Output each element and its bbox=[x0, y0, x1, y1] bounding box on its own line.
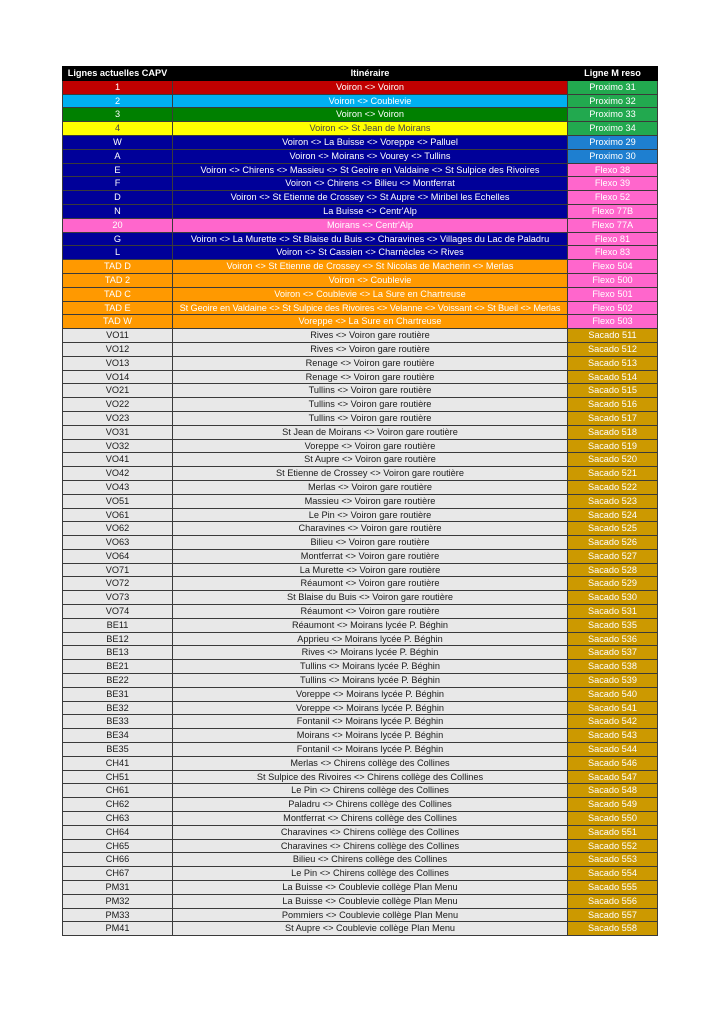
current-line-cell: BE22 bbox=[63, 674, 173, 688]
current-line-cell: CH67 bbox=[63, 867, 173, 881]
table-row bbox=[63, 398, 658, 412]
table-row bbox=[63, 149, 658, 163]
current-line-cell: VO42 bbox=[63, 467, 173, 481]
table-row bbox=[63, 867, 658, 881]
itinerary-cell: Le Pin <> Voiron gare routière bbox=[173, 508, 568, 522]
itinerary-cell: La Buisse <> Centr'Alp bbox=[173, 204, 568, 218]
table-row bbox=[63, 715, 658, 729]
current-line-cell: A bbox=[63, 149, 173, 163]
itinerary-cell: Renage <> Voiron gare routière bbox=[173, 356, 568, 370]
itinerary-cell: St Aupre <> Coublevie collège Plan Menu bbox=[173, 922, 568, 936]
itinerary-cell: Voiron <> La Murette <> St Blaise du Buis <> Charavines <> Villages du Lac de Paladru bbox=[173, 232, 568, 246]
m-reso-line-cell: Proximo 29 bbox=[568, 135, 658, 149]
table-row bbox=[63, 591, 658, 605]
itinerary-cell: Tullins <> Voiron gare routière bbox=[173, 411, 568, 425]
table-row bbox=[63, 825, 658, 839]
current-line-cell: VO64 bbox=[63, 549, 173, 563]
current-line-cell: VO61 bbox=[63, 508, 173, 522]
current-line-cell: VO11 bbox=[63, 329, 173, 343]
table-row bbox=[63, 246, 658, 260]
m-reso-line-cell: Sacado 517 bbox=[568, 411, 658, 425]
table-row bbox=[63, 687, 658, 701]
current-line-cell: VO72 bbox=[63, 577, 173, 591]
table-row bbox=[63, 646, 658, 660]
header-current-lines: Lignes actuelles CAPV bbox=[63, 67, 173, 81]
table-row bbox=[63, 756, 658, 770]
m-reso-line-cell: Flexo 38 bbox=[568, 163, 658, 177]
m-reso-line-cell: Sacado 537 bbox=[568, 646, 658, 660]
itinerary-cell: Apprieu <> Moirans lycée P. Béghin bbox=[173, 632, 568, 646]
current-line-cell: N bbox=[63, 204, 173, 218]
table-row bbox=[63, 729, 658, 743]
m-reso-line-cell: Flexo 77B bbox=[568, 204, 658, 218]
itinerary-cell: Renage <> Voiron gare routière bbox=[173, 370, 568, 384]
current-line-cell: BE35 bbox=[63, 743, 173, 757]
itinerary-cell: Voiron <> Coublevie bbox=[173, 273, 568, 287]
m-reso-line-cell: Sacado 538 bbox=[568, 660, 658, 674]
current-line-cell: CH64 bbox=[63, 825, 173, 839]
itinerary-cell: Voiron <> Voiron bbox=[173, 80, 568, 94]
current-line-cell: CH63 bbox=[63, 812, 173, 826]
m-reso-line-cell: Sacado 522 bbox=[568, 480, 658, 494]
itinerary-cell: St Sulpice des Rivoires <> Chirens collège des Collines bbox=[173, 770, 568, 784]
lines-table bbox=[62, 66, 658, 936]
m-reso-line-cell: Sacado 524 bbox=[568, 508, 658, 522]
itinerary-cell: Voreppe <> La Sure en Chartreuse bbox=[173, 315, 568, 329]
m-reso-line-cell: Sacado 557 bbox=[568, 908, 658, 922]
itinerary-cell: Voiron <> St Jean de Moirans bbox=[173, 122, 568, 136]
itinerary-cell: La Buisse <> Coublevie collège Plan Menu bbox=[173, 881, 568, 895]
itinerary-cell: Tullins <> Moirans lycée P. Béghin bbox=[173, 660, 568, 674]
current-line-cell: BE32 bbox=[63, 701, 173, 715]
table-row bbox=[63, 536, 658, 550]
table-row bbox=[63, 218, 658, 232]
current-line-cell: BE31 bbox=[63, 687, 173, 701]
table-row bbox=[63, 356, 658, 370]
current-line-cell: VO74 bbox=[63, 605, 173, 619]
m-reso-line-cell: Sacado 520 bbox=[568, 453, 658, 467]
m-reso-line-cell: Proximo 34 bbox=[568, 122, 658, 136]
current-line-cell: VO41 bbox=[63, 453, 173, 467]
m-reso-line-cell: Sacado 518 bbox=[568, 425, 658, 439]
m-reso-line-cell: Sacado 536 bbox=[568, 632, 658, 646]
current-line-cell: PM31 bbox=[63, 881, 173, 895]
current-line-cell: VO21 bbox=[63, 384, 173, 398]
table-row bbox=[63, 674, 658, 688]
m-reso-line-cell: Sacado 554 bbox=[568, 867, 658, 881]
table-row bbox=[63, 480, 658, 494]
header-m-reso-line: Ligne M reso bbox=[568, 67, 658, 81]
m-reso-line-cell: Sacado 515 bbox=[568, 384, 658, 398]
itinerary-cell: Paladru <> Chirens collège des Collines bbox=[173, 798, 568, 812]
table-row bbox=[63, 853, 658, 867]
itinerary-cell: Réaumont <> Voiron gare routière bbox=[173, 577, 568, 591]
m-reso-line-cell: Sacado 530 bbox=[568, 591, 658, 605]
m-reso-line-cell: Flexo 503 bbox=[568, 315, 658, 329]
m-reso-line-cell: Flexo 83 bbox=[568, 246, 658, 260]
table-row bbox=[63, 80, 658, 94]
itinerary-cell: Voreppe <> Moirans lycée P. Béghin bbox=[173, 701, 568, 715]
itinerary-cell: Voiron <> Chirens <> Bilieu <> Montferrat bbox=[173, 177, 568, 191]
itinerary-cell: Voiron <> St Etienne de Crossey <> St Nicolas de Macherin <> Merlas bbox=[173, 260, 568, 274]
m-reso-line-cell: Sacado 547 bbox=[568, 770, 658, 784]
m-reso-line-cell: Sacado 514 bbox=[568, 370, 658, 384]
table-row bbox=[63, 411, 658, 425]
itinerary-cell: Fontanil <> Moirans lycée P. Béghin bbox=[173, 715, 568, 729]
table-row bbox=[63, 605, 658, 619]
current-line-cell: 4 bbox=[63, 122, 173, 136]
m-reso-line-cell: Sacado 513 bbox=[568, 356, 658, 370]
current-line-cell: BE34 bbox=[63, 729, 173, 743]
table-row bbox=[63, 522, 658, 536]
table-row bbox=[63, 163, 658, 177]
m-reso-line-cell: Sacado 543 bbox=[568, 729, 658, 743]
table-row bbox=[63, 301, 658, 315]
table-row bbox=[63, 563, 658, 577]
itinerary-cell: Bilieu <> Voiron gare routière bbox=[173, 536, 568, 550]
m-reso-line-cell: Sacado 553 bbox=[568, 853, 658, 867]
itinerary-cell: Charavines <> Chirens collège des Collines bbox=[173, 839, 568, 853]
m-reso-line-cell: Flexo 39 bbox=[568, 177, 658, 191]
current-line-cell: CH51 bbox=[63, 770, 173, 784]
m-reso-line-cell: Flexo 504 bbox=[568, 260, 658, 274]
itinerary-cell: St Geoire en Valdaine <> St Sulpice des Rivoires <> Velanne <> Voissant <> St Bueil <> Merlas bbox=[173, 301, 568, 315]
itinerary-cell: Voreppe <> Moirans lycée P. Béghin bbox=[173, 687, 568, 701]
itinerary-cell: St Jean de Moirans <> Voiron gare routière bbox=[173, 425, 568, 439]
itinerary-cell: Montferrat <> Voiron gare routière bbox=[173, 549, 568, 563]
table-row bbox=[63, 370, 658, 384]
table-row bbox=[63, 177, 658, 191]
m-reso-line-cell: Sacado 521 bbox=[568, 467, 658, 481]
itinerary-cell: Voiron <> Chirens <> Massieu <> St Geoire en Valdaine <> St Sulpice des Rivoires bbox=[173, 163, 568, 177]
current-line-cell: PM33 bbox=[63, 908, 173, 922]
itinerary-cell: Voiron <> St Cassien <> Charnècles <> Rives bbox=[173, 246, 568, 260]
table-row bbox=[63, 273, 658, 287]
current-line-cell: TAD E bbox=[63, 301, 173, 315]
m-reso-line-cell: Sacado 548 bbox=[568, 784, 658, 798]
current-line-cell: CH62 bbox=[63, 798, 173, 812]
itinerary-cell: Voiron <> Voiron bbox=[173, 108, 568, 122]
current-line-cell: VO71 bbox=[63, 563, 173, 577]
current-line-cell: CH66 bbox=[63, 853, 173, 867]
itinerary-cell: Voiron <> St Etienne de Crossey <> St Aupre <> Miribel les Echelles bbox=[173, 191, 568, 205]
table-row bbox=[63, 812, 658, 826]
m-reso-line-cell: Flexo 502 bbox=[568, 301, 658, 315]
itinerary-cell: Moirans <> Moirans lycée P. Béghin bbox=[173, 729, 568, 743]
table-row bbox=[63, 232, 658, 246]
m-reso-line-cell: Sacado 516 bbox=[568, 398, 658, 412]
itinerary-cell: Montferrat <> Chirens collège des Collines bbox=[173, 812, 568, 826]
m-reso-line-cell: Sacado 535 bbox=[568, 618, 658, 632]
itinerary-cell: Pommiers <> Coublevie collège Plan Menu bbox=[173, 908, 568, 922]
m-reso-line-cell: Sacado 549 bbox=[568, 798, 658, 812]
itinerary-cell: St Aupre <> Voiron gare routière bbox=[173, 453, 568, 467]
m-reso-line-cell: Proximo 31 bbox=[568, 80, 658, 94]
current-line-cell: CH41 bbox=[63, 756, 173, 770]
table-row bbox=[63, 798, 658, 812]
m-reso-line-cell: Sacado 556 bbox=[568, 894, 658, 908]
current-line-cell: 2 bbox=[63, 94, 173, 108]
table-row bbox=[63, 260, 658, 274]
current-line-cell: VO73 bbox=[63, 591, 173, 605]
itinerary-cell: La Murette <> Voiron gare routière bbox=[173, 563, 568, 577]
table-row bbox=[63, 204, 658, 218]
m-reso-line-cell: Sacado 511 bbox=[568, 329, 658, 343]
m-reso-line-cell: Sacado 550 bbox=[568, 812, 658, 826]
current-line-cell: G bbox=[63, 232, 173, 246]
itinerary-cell: Rives <> Moirans lycée P. Béghin bbox=[173, 646, 568, 660]
table-row bbox=[63, 453, 658, 467]
table-row bbox=[63, 632, 658, 646]
itinerary-cell: Bilieu <> Chirens collège des Collines bbox=[173, 853, 568, 867]
current-line-cell: VO43 bbox=[63, 480, 173, 494]
table-row bbox=[63, 743, 658, 757]
table-row bbox=[63, 108, 658, 122]
itinerary-cell: St Blaise du Buis <> Voiron gare routière bbox=[173, 591, 568, 605]
itinerary-cell: Tullins <> Voiron gare routière bbox=[173, 384, 568, 398]
table-row bbox=[63, 287, 658, 301]
table-row bbox=[63, 425, 658, 439]
table-row bbox=[63, 329, 658, 343]
m-reso-line-cell: Sacado 539 bbox=[568, 674, 658, 688]
m-reso-line-cell: Sacado 512 bbox=[568, 342, 658, 356]
current-line-cell: PM41 bbox=[63, 922, 173, 936]
table-row bbox=[63, 894, 658, 908]
current-line-cell: 3 bbox=[63, 108, 173, 122]
current-line-cell: VO63 bbox=[63, 536, 173, 550]
table-row bbox=[63, 94, 658, 108]
itinerary-cell: Réaumont <> Voiron gare routière bbox=[173, 605, 568, 619]
m-reso-line-cell: Sacado 525 bbox=[568, 522, 658, 536]
itinerary-cell: Merlas <> Voiron gare routière bbox=[173, 480, 568, 494]
m-reso-line-cell: Sacado 531 bbox=[568, 605, 658, 619]
table-row bbox=[63, 467, 658, 481]
current-line-cell: VO12 bbox=[63, 342, 173, 356]
m-reso-line-cell: Sacado 552 bbox=[568, 839, 658, 853]
itinerary-cell: Voiron <> La Buisse <> Voreppe <> Palluel bbox=[173, 135, 568, 149]
itinerary-cell: Charavines <> Voiron gare routière bbox=[173, 522, 568, 536]
m-reso-line-cell: Flexo 81 bbox=[568, 232, 658, 246]
table-row bbox=[63, 384, 658, 398]
table-row bbox=[63, 315, 658, 329]
m-reso-line-cell: Sacado 528 bbox=[568, 563, 658, 577]
current-line-cell: 1 bbox=[63, 80, 173, 94]
m-reso-line-cell: Sacado 542 bbox=[568, 715, 658, 729]
m-reso-line-cell: Sacado 544 bbox=[568, 743, 658, 757]
table-row bbox=[63, 577, 658, 591]
current-line-cell: W bbox=[63, 135, 173, 149]
itinerary-cell: Réaumont <> Moirans lycée P. Béghin bbox=[173, 618, 568, 632]
itinerary-cell: Rives <> Voiron gare routière bbox=[173, 329, 568, 343]
m-reso-line-cell: Proximo 33 bbox=[568, 108, 658, 122]
current-line-cell: PM32 bbox=[63, 894, 173, 908]
current-line-cell: BE11 bbox=[63, 618, 173, 632]
current-line-cell: VO13 bbox=[63, 356, 173, 370]
current-line-cell: BE21 bbox=[63, 660, 173, 674]
header-row bbox=[63, 67, 658, 81]
itinerary-cell: Voiron <> Coublevie bbox=[173, 94, 568, 108]
m-reso-line-cell: Sacado 519 bbox=[568, 439, 658, 453]
itinerary-cell: La Buisse <> Coublevie collège Plan Menu bbox=[173, 894, 568, 908]
table-row bbox=[63, 135, 658, 149]
current-line-cell: D bbox=[63, 191, 173, 205]
m-reso-line-cell: Proximo 32 bbox=[568, 94, 658, 108]
table-row bbox=[63, 122, 658, 136]
current-line-cell: CH65 bbox=[63, 839, 173, 853]
current-line-cell: VO62 bbox=[63, 522, 173, 536]
current-line-cell: VO22 bbox=[63, 398, 173, 412]
table-row bbox=[63, 618, 658, 632]
itinerary-cell: Charavines <> Chirens collège des Collines bbox=[173, 825, 568, 839]
current-line-cell: VO32 bbox=[63, 439, 173, 453]
table-row bbox=[63, 770, 658, 784]
m-reso-line-cell: Sacado 540 bbox=[568, 687, 658, 701]
table-row bbox=[63, 549, 658, 563]
table-row bbox=[63, 342, 658, 356]
table-row bbox=[63, 191, 658, 205]
current-line-cell: 20 bbox=[63, 218, 173, 232]
table-row bbox=[63, 784, 658, 798]
table-body bbox=[63, 80, 658, 935]
m-reso-line-cell: Sacado 546 bbox=[568, 756, 658, 770]
itinerary-cell: Fontanil <> Moirans lycée P. Béghin bbox=[173, 743, 568, 757]
table-row bbox=[63, 439, 658, 453]
m-reso-line-cell: Sacado 527 bbox=[568, 549, 658, 563]
current-line-cell: VO14 bbox=[63, 370, 173, 384]
table-row bbox=[63, 839, 658, 853]
current-line-cell: BE33 bbox=[63, 715, 173, 729]
table-row bbox=[63, 881, 658, 895]
current-line-cell: TAD D bbox=[63, 260, 173, 274]
itinerary-cell: Voiron <> Moirans <> Vourey <> Tullins bbox=[173, 149, 568, 163]
m-reso-line-cell: Sacado 555 bbox=[568, 881, 658, 895]
table-row bbox=[63, 508, 658, 522]
itinerary-cell: Merlas <> Chirens collège des Collines bbox=[173, 756, 568, 770]
m-reso-line-cell: Flexo 500 bbox=[568, 273, 658, 287]
itinerary-cell: Moirans <> Centr'Alp bbox=[173, 218, 568, 232]
m-reso-line-cell: Sacado 529 bbox=[568, 577, 658, 591]
m-reso-line-cell: Flexo 501 bbox=[568, 287, 658, 301]
m-reso-line-cell: Sacado 523 bbox=[568, 494, 658, 508]
table-row bbox=[63, 908, 658, 922]
current-line-cell: TAD 2 bbox=[63, 273, 173, 287]
table-row bbox=[63, 660, 658, 674]
header-itinerary: Itinéraire bbox=[173, 67, 568, 81]
m-reso-line-cell: Flexo 52 bbox=[568, 191, 658, 205]
current-line-cell: BE12 bbox=[63, 632, 173, 646]
current-line-cell: VO23 bbox=[63, 411, 173, 425]
current-line-cell: TAD C bbox=[63, 287, 173, 301]
itinerary-cell: Tullins <> Moirans lycée P. Béghin bbox=[173, 674, 568, 688]
itinerary-cell: Voiron <> Coublevie <> La Sure en Chartreuse bbox=[173, 287, 568, 301]
table-row bbox=[63, 701, 658, 715]
itinerary-cell: Voreppe <> Voiron gare routière bbox=[173, 439, 568, 453]
m-reso-line-cell: Proximo 30 bbox=[568, 149, 658, 163]
current-line-cell: BE13 bbox=[63, 646, 173, 660]
m-reso-line-cell: Sacado 541 bbox=[568, 701, 658, 715]
table-row bbox=[63, 922, 658, 936]
itinerary-cell: Rives <> Voiron gare routière bbox=[173, 342, 568, 356]
itinerary-cell: Le Pin <> Chirens collège des Collines bbox=[173, 784, 568, 798]
current-line-cell: CH61 bbox=[63, 784, 173, 798]
itinerary-cell: Tullins <> Voiron gare routière bbox=[173, 398, 568, 412]
m-reso-line-cell: Sacado 558 bbox=[568, 922, 658, 936]
current-line-cell: VO31 bbox=[63, 425, 173, 439]
m-reso-line-cell: Sacado 526 bbox=[568, 536, 658, 550]
current-line-cell: VO51 bbox=[63, 494, 173, 508]
itinerary-cell: St Etienne de Crossey <> Voiron gare routière bbox=[173, 467, 568, 481]
table-row bbox=[63, 494, 658, 508]
itinerary-cell: Massieu <> Voiron gare routière bbox=[173, 494, 568, 508]
m-reso-line-cell: Sacado 551 bbox=[568, 825, 658, 839]
current-line-cell: E bbox=[63, 163, 173, 177]
current-line-cell: F bbox=[63, 177, 173, 191]
current-line-cell: L bbox=[63, 246, 173, 260]
m-reso-line-cell: Flexo 77A bbox=[568, 218, 658, 232]
current-line-cell: TAD W bbox=[63, 315, 173, 329]
itinerary-cell: Le Pin <> Chirens collège des Collines bbox=[173, 867, 568, 881]
